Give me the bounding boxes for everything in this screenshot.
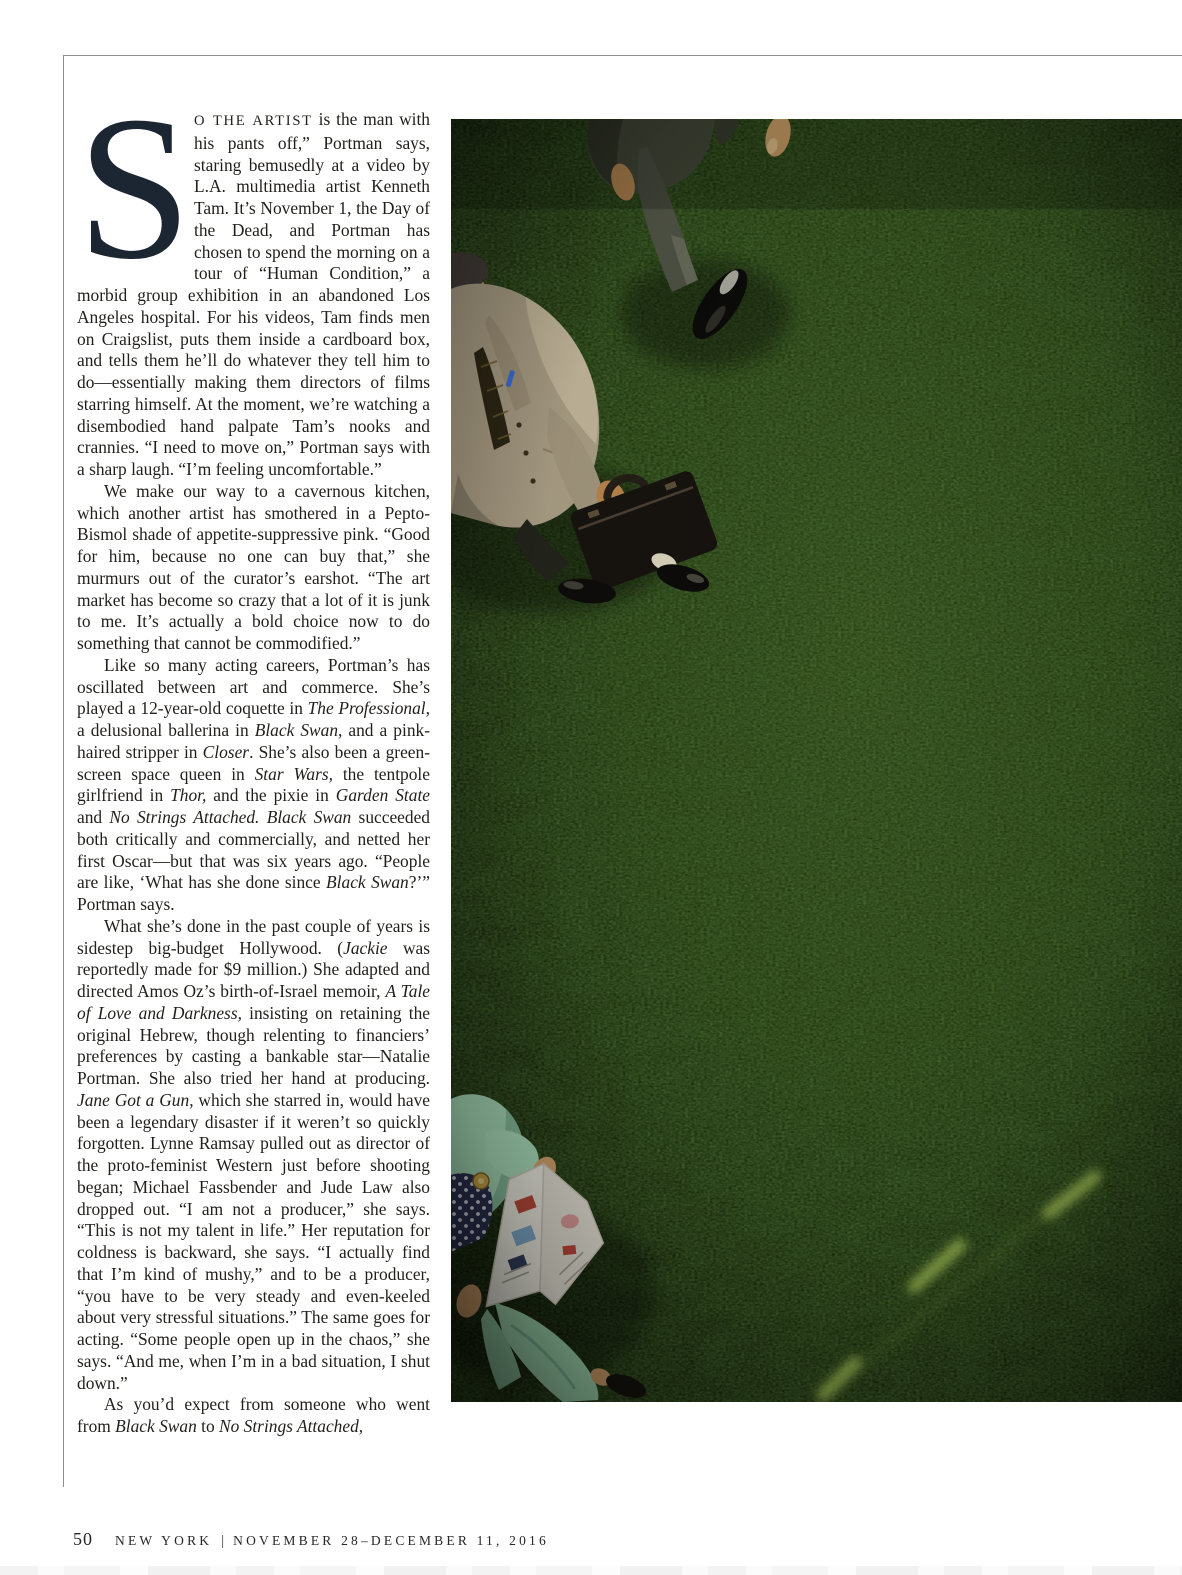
italic-title: The Professional, xyxy=(307,698,430,719)
italic-title: Black Swan xyxy=(326,872,409,893)
italic-title: Star Wars, xyxy=(254,763,333,784)
lead-in: O THE ARTIST xyxy=(194,113,313,129)
body-text: and xyxy=(77,807,110,827)
lawn-photo xyxy=(451,119,1182,1402)
italic-title: A Tale of Love and Darkness, xyxy=(77,981,430,1023)
paragraph xyxy=(77,1394,430,1438)
paragraph xyxy=(77,655,430,916)
page-number: 50 xyxy=(73,1529,93,1549)
page-border-left xyxy=(63,55,64,1487)
body-text: a delusional ballerina in xyxy=(77,720,255,740)
italic-title: Black Swan, xyxy=(254,720,343,740)
body-text: . She’s also been a green-screen space queen in xyxy=(77,741,430,784)
paragraph xyxy=(77,916,430,1395)
body-text: Like so many acting careers, Portman’s has oscillated between art and commerce. She’s played a 12-year-old coquette in xyxy=(77,654,430,719)
italic-title: No Strings Attached. Black Swan xyxy=(109,807,352,827)
photo-top-shade xyxy=(451,119,1182,209)
body-text: As you’d expect from someone who went from xyxy=(77,1394,430,1436)
body-text: What she’s done in the past couple of years is sidestep big-budget Hollywood. ( xyxy=(77,915,430,958)
body-text: to xyxy=(196,1416,220,1436)
italic-title: Black Swan xyxy=(115,1416,197,1436)
italic-title: Jackie xyxy=(343,937,388,958)
issue-date: NOVEMBER 28–DECEMBER 11, 2016 xyxy=(233,1533,549,1548)
italic-title: No Strings Attached, xyxy=(219,1416,364,1436)
footer-separator: | xyxy=(221,1533,225,1549)
body-text: and a pink-haired stripper in xyxy=(77,720,430,762)
next-page-edge xyxy=(0,1566,1182,1575)
photo-vignette xyxy=(451,119,1182,1402)
body-text: the tentpole girlfriend in xyxy=(77,763,430,806)
drop-cap: S xyxy=(77,109,192,302)
body-text: succeeded both critically and commercially, and netted her first Oscar—but that was six years ago. “People are like, ‘What has she done since xyxy=(77,807,430,893)
body-text: We make our way to a cavernous kitchen, which another artist has smothered in a Pepto-Bismol shade of appetite-suppressive pink. “Good for him, because no one can buy that,” she murmurs out of the curator’s earshot. “The art market has become so crazy that a lot of it is junk to me. It’s actually a bold choice now to do something that cannot be commodified.” xyxy=(77,480,430,653)
paragraph xyxy=(77,109,430,481)
italic-title: Garden State xyxy=(335,785,430,806)
body-text: is the man with his pants off,” Portman says, staring bemusedly at a video by L.A. multimedia artist Kenneth Tam. It’s November 1, the Day of the Dead, and Portman has chosen to spend the morning on a tour of “Human Condition,” a morbid group exhibition in an abandoned Los Angeles hospital. For his videos, Tam finds men on Craigslist, puts them inside a cardboard box, and tells them he’ll do whatever they tell him to do—essentially making them directors of films starring himself. At the moment, we’re watching a disembodied hand palpate Tam’s nooks and crannies. “I need to move on,” Portman says with a sharp laugh. “I’m feeling uncomfortable.” xyxy=(77,109,430,479)
page-border-top xyxy=(63,55,1182,56)
body-text: insisting on retaining the original Hebrew, though relenting to financiers’ preferences by casting a bankable star—Natalie Portman. She also tried her hand at producing. xyxy=(77,1002,430,1088)
article-column xyxy=(77,109,430,1438)
body-text: and the pixie in xyxy=(206,785,336,806)
italic-title: Thor, xyxy=(170,785,207,806)
paragraph xyxy=(77,481,430,655)
body-text: ?’” Portman says. xyxy=(77,872,430,914)
body-text: was reportedly made for $9 million.) She adapted and directed Amos Oz’s birth-of-Israel memoir, xyxy=(77,937,430,1001)
italic-title: Closer xyxy=(202,741,250,762)
page-footer xyxy=(73,1529,549,1550)
article-paragraphs xyxy=(77,109,430,1438)
magazine-name: NEW YORK xyxy=(115,1533,213,1548)
italic-title: Jane Got a Gun, xyxy=(77,1089,194,1110)
body-text: which she starred in, would have been a legendary disaster if it weren’t so quickly forgotten. Lynne Ramsay pulled out as director of the proto-feminist Western just before shooting began; Michael Fassbender and Jude Law also dropped out. “I am not a producer,” she says. “This is not my talent in life.” Her reputation for coldness is backward, she says. “I actually find that I’m kind of mushy,” and to be a producer, “you have to be very steady and even-keeled about very stressful situations.” The same goes for acting. “Some people open up in the chaos,” she says. “And me, when I’m in a bad situation, I shut down.” xyxy=(77,1089,430,1393)
